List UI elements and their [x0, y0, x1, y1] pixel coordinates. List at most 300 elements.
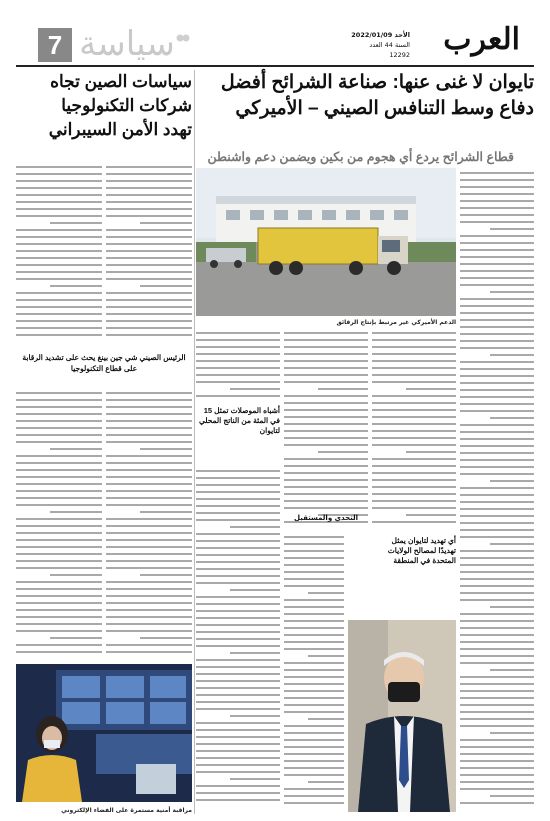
text-line: [106, 644, 192, 646]
text-line: [196, 533, 280, 535]
text-line: [16, 602, 102, 604]
text-line: [16, 651, 102, 653]
text-line: [16, 483, 102, 485]
text-line: [308, 781, 344, 783]
text-line: [196, 638, 280, 640]
text-line: [196, 561, 280, 563]
text-line: [140, 448, 192, 450]
text-line: [460, 704, 534, 706]
issue-line: السنة 44 العدد 12292: [369, 41, 410, 59]
text-line: [140, 637, 192, 639]
text-line: [16, 173, 102, 175]
text-line: [16, 434, 102, 436]
text-line: [460, 760, 534, 762]
main-subhead-bottom: التحدي والمستقبل: [293, 514, 359, 522]
text-line: [140, 285, 192, 287]
text-line: [196, 771, 280, 773]
text-line: [460, 627, 534, 629]
text-line: [460, 221, 534, 223]
text-line: [372, 507, 456, 509]
text-line: [460, 725, 534, 727]
text-line: [460, 564, 534, 566]
text-line: [284, 360, 368, 362]
text-line: [106, 292, 192, 294]
text-line: [106, 623, 192, 625]
text-line: [196, 568, 280, 570]
side-article-column-left: [16, 166, 102, 346]
text-line: [308, 655, 344, 657]
text-line: [284, 564, 344, 566]
text-line: [460, 676, 534, 678]
text-line: [460, 697, 534, 699]
text-line: [230, 526, 280, 528]
side-photo-caption: مراقبة أمنية مستمرة على الفضاء الإلكتروني: [61, 807, 192, 814]
text-line: [196, 610, 280, 612]
text-line: [106, 581, 192, 583]
text-line: [284, 543, 344, 545]
text-line: [196, 360, 280, 362]
text-line: [284, 409, 368, 411]
text-line: [460, 711, 534, 713]
text-line: [230, 388, 280, 390]
text-line: [106, 490, 192, 492]
text-line: [460, 284, 534, 286]
text-line: [106, 602, 192, 604]
text-line: [16, 208, 102, 210]
text-line: [196, 617, 280, 619]
text-line: [106, 243, 192, 245]
text-line: [372, 332, 456, 334]
text-line: [16, 609, 102, 611]
text-line: [106, 327, 192, 329]
masthead-rule: [16, 65, 534, 67]
text-line: [16, 518, 102, 520]
text-line: [460, 473, 534, 475]
text-line: [230, 715, 280, 717]
text-line: [16, 187, 102, 189]
text-line: [284, 402, 368, 404]
text-line: [106, 215, 192, 217]
text-line: [196, 332, 280, 334]
quote-mark-icon: [176, 30, 190, 42]
text-line: [16, 532, 102, 534]
text-line: [196, 750, 280, 752]
text-line: [196, 374, 280, 376]
text-line: [460, 256, 534, 258]
text-line: [460, 536, 534, 538]
text-line: [16, 399, 102, 401]
text-line: [196, 395, 280, 397]
text-line: [106, 441, 192, 443]
text-line: [106, 497, 192, 499]
text-line: [196, 645, 280, 647]
text-line: [460, 641, 534, 643]
text-line: [16, 420, 102, 422]
text-line: [50, 637, 102, 639]
text-line: [16, 306, 102, 308]
side-headline-line3: تهدد الأمن السيبراني: [48, 120, 192, 139]
text-line: [230, 652, 280, 654]
text-line: [196, 505, 280, 507]
text-line: [196, 603, 280, 605]
text-line: [16, 166, 102, 168]
masthead: [0, 0, 550, 70]
text-line: [460, 459, 534, 461]
text-line: [284, 641, 344, 643]
text-line: [196, 631, 280, 633]
text-line: [460, 207, 534, 209]
text-line: [460, 242, 534, 244]
text-line: [460, 487, 534, 489]
text-line: [284, 760, 344, 762]
text-line: [284, 613, 344, 615]
text-line: [106, 560, 192, 562]
text-line: [196, 659, 280, 661]
text-line: [460, 522, 534, 524]
biden-photo: [348, 620, 456, 812]
text-line: [490, 354, 534, 356]
text-line: [490, 669, 534, 671]
text-line: [106, 616, 192, 618]
side-article-photo: [16, 664, 192, 802]
text-line: [284, 465, 368, 467]
text-line: [196, 666, 280, 668]
text-line: [16, 299, 102, 301]
text-line: [106, 166, 192, 168]
text-line: [106, 236, 192, 238]
text-line: [284, 711, 344, 713]
text-line: [106, 392, 192, 394]
text-line: [16, 413, 102, 415]
text-line: [460, 788, 534, 790]
text-line: [284, 648, 344, 650]
text-line: [460, 620, 534, 622]
text-line: [106, 595, 192, 597]
text-line: [460, 396, 534, 398]
text-line: [16, 229, 102, 231]
text-line: [284, 437, 368, 439]
text-line: [106, 250, 192, 252]
text-line: [284, 493, 368, 495]
text-line: [372, 402, 456, 404]
text-line: [140, 222, 192, 224]
text-line: [106, 413, 192, 415]
text-line: [196, 582, 280, 584]
text-line: [372, 479, 456, 481]
text-line: [460, 340, 534, 342]
text-line: [106, 588, 192, 590]
text-line: [460, 431, 534, 433]
text-line: [196, 687, 280, 689]
text-line: [106, 264, 192, 266]
side-article-headline: [16, 70, 192, 162]
text-line: [50, 448, 102, 450]
text-line: [196, 339, 280, 341]
main-headline-line2: دفاع وسط التنافس الصيني – الأميركي: [235, 98, 534, 119]
text-line: [284, 550, 344, 552]
main-subheadline: قطاع الشرائح يردع أي هجوم من بكين ويضمن دعم واشنطن: [207, 150, 514, 164]
text-line: [284, 339, 368, 341]
text-line: [308, 592, 344, 594]
text-line: [106, 553, 192, 555]
newspaper-logo: العرب: [443, 23, 520, 56]
main-article-column-b: [284, 332, 368, 532]
text-line: [284, 423, 368, 425]
text-line: [284, 500, 368, 502]
text-line: [106, 278, 192, 280]
text-line: [372, 346, 456, 348]
text-line: [284, 697, 344, 699]
text-line: [308, 718, 344, 720]
text-line: [284, 395, 368, 397]
text-line: [16, 553, 102, 555]
main-headline: [180, 70, 534, 150]
biden-quote-text: أي تهديد لتايوان يمثل تهديدًا لمصالح الولايات المتحدة في المنطقة: [387, 536, 456, 565]
text-line: [460, 571, 534, 573]
main-article-column-c2: [196, 470, 280, 810]
text-line: [16, 194, 102, 196]
text-line: [460, 200, 534, 202]
text-line: [106, 406, 192, 408]
text-line: [460, 298, 534, 300]
text-line: [460, 249, 534, 251]
text-line: [284, 346, 368, 348]
text-line: [284, 704, 344, 706]
text-line: [106, 609, 192, 611]
text-line: [460, 333, 534, 335]
text-line: [230, 589, 280, 591]
text-line: [16, 180, 102, 182]
text-line: [460, 683, 534, 685]
text-line: [106, 187, 192, 189]
text-line: [318, 451, 368, 453]
text-line: [16, 236, 102, 238]
text-line: [284, 662, 344, 664]
text-line: [16, 406, 102, 408]
text-line: [196, 540, 280, 542]
text-line: [196, 743, 280, 745]
text-line: [284, 585, 344, 587]
text-line: [106, 399, 192, 401]
text-line: [460, 186, 534, 188]
text-line: [16, 588, 102, 590]
text-line: [284, 669, 344, 671]
text-line: [490, 291, 534, 293]
side-headline-line1: سياسات الصين تجاه: [50, 72, 192, 91]
text-line: [140, 511, 192, 513]
text-line: [196, 470, 280, 472]
text-line: [284, 683, 344, 685]
main-headline-line1: تايوان لا غنى عنها: صناعة الشرائح أفضل: [220, 72, 534, 93]
text-line: [196, 792, 280, 794]
text-line: [16, 581, 102, 583]
text-line: [284, 536, 344, 538]
text-line: [284, 479, 368, 481]
text-line: [460, 746, 534, 748]
text-line: [196, 764, 280, 766]
text-line: [284, 578, 344, 580]
text-line: [196, 519, 280, 521]
text-line: [16, 616, 102, 618]
text-line: [460, 578, 534, 580]
main-article-column-right: [460, 172, 534, 812]
text-line: [230, 778, 280, 780]
text-line: [284, 430, 368, 432]
text-line: [106, 483, 192, 485]
text-line: [460, 753, 534, 755]
text-line: [460, 277, 534, 279]
text-line: [372, 367, 456, 369]
text-line: [16, 313, 102, 315]
text-line: [106, 208, 192, 210]
text-line: [460, 193, 534, 195]
text-line: [284, 690, 344, 692]
side-article-column-right: [106, 166, 192, 346]
text-line: [16, 243, 102, 245]
text-line: [284, 486, 368, 488]
text-line: [460, 613, 534, 615]
text-line: [284, 507, 368, 509]
text-line: [16, 525, 102, 527]
text-line: [284, 634, 344, 636]
text-line: [284, 571, 344, 573]
text-line: [284, 332, 368, 334]
text-line: [16, 334, 102, 336]
text-line: [460, 718, 534, 720]
text-line: [16, 392, 102, 394]
text-line: [460, 445, 534, 447]
text-line: [196, 512, 280, 514]
text-line: [460, 312, 534, 314]
text-line: [284, 416, 368, 418]
text-line: [106, 320, 192, 322]
text-line: [106, 532, 192, 534]
text-line: [460, 326, 534, 328]
text-line: [196, 757, 280, 759]
text-line: [284, 606, 344, 608]
text-line: [460, 403, 534, 405]
text-line: [490, 543, 534, 545]
text-line: [196, 736, 280, 738]
text-line: [460, 739, 534, 741]
text-line: [372, 395, 456, 397]
text-line: [284, 367, 368, 369]
main-article-photo: [196, 168, 456, 316]
main-article-column-b2: [284, 536, 344, 812]
text-line: [284, 746, 344, 748]
text-line: [460, 438, 534, 440]
text-line: [196, 701, 280, 703]
text-line: [490, 228, 534, 230]
text-line: [16, 644, 102, 646]
text-line: [196, 346, 280, 348]
text-line: [490, 795, 534, 797]
text-line: [16, 427, 102, 429]
text-line: [196, 708, 280, 710]
text-line: [16, 292, 102, 294]
text-line: [16, 215, 102, 217]
text-line: [196, 491, 280, 493]
text-line: [106, 229, 192, 231]
main-pull-quote: [196, 406, 280, 466]
text-line: [284, 557, 344, 559]
text-line: [16, 497, 102, 499]
text-line: [196, 477, 280, 479]
text-line: [16, 546, 102, 548]
text-line: [372, 409, 456, 411]
text-line: [460, 529, 534, 531]
text-line: [106, 427, 192, 429]
text-line: [372, 374, 456, 376]
text-line: [106, 194, 192, 196]
text-line: [284, 739, 344, 741]
text-line: [460, 648, 534, 650]
text-line: [196, 799, 280, 801]
text-line: [196, 680, 280, 682]
text-line: [460, 585, 534, 587]
text-line: [460, 452, 534, 454]
text-line: [490, 480, 534, 482]
text-line: [16, 567, 102, 569]
text-line: [460, 494, 534, 496]
text-line: [196, 353, 280, 355]
text-line: [372, 465, 456, 467]
text-line: [284, 795, 344, 797]
column-divider: [194, 70, 195, 814]
text-line: [16, 320, 102, 322]
text-line: [106, 518, 192, 520]
text-line: [16, 455, 102, 457]
text-line: [50, 285, 102, 287]
text-line: [106, 630, 192, 632]
text-line: [196, 624, 280, 626]
text-line: [284, 753, 344, 755]
text-line: [16, 469, 102, 471]
text-line: [372, 381, 456, 383]
text-line: [284, 627, 344, 629]
text-line: [106, 476, 192, 478]
text-line: [106, 462, 192, 464]
text-line: [460, 382, 534, 384]
text-line: [372, 472, 456, 474]
text-line: [50, 222, 102, 224]
text-line: [16, 623, 102, 625]
text-line: [106, 434, 192, 436]
text-line: [460, 389, 534, 391]
text-line: [406, 451, 456, 453]
text-line: [460, 375, 534, 377]
text-line: [460, 599, 534, 601]
text-line: [106, 313, 192, 315]
text-line: [106, 539, 192, 541]
text-line: [196, 367, 280, 369]
text-line: [196, 498, 280, 500]
text-line: [460, 781, 534, 783]
text-line: [490, 732, 534, 734]
text-line: [16, 504, 102, 506]
text-line: [372, 430, 456, 432]
side-headline-line2: شركات التكنولوجيا: [61, 96, 192, 115]
text-line: [460, 319, 534, 321]
text-line: [140, 574, 192, 576]
text-line: [284, 472, 368, 474]
text-line: [196, 596, 280, 598]
text-line: [284, 458, 368, 460]
page-number: 7: [47, 30, 63, 60]
main-pull-quote-text: أشباه الموصلات تمثل 15 في المئة من الناتج المحلي لتايوان: [198, 406, 280, 435]
text-line: [16, 201, 102, 203]
text-line: [460, 305, 534, 307]
